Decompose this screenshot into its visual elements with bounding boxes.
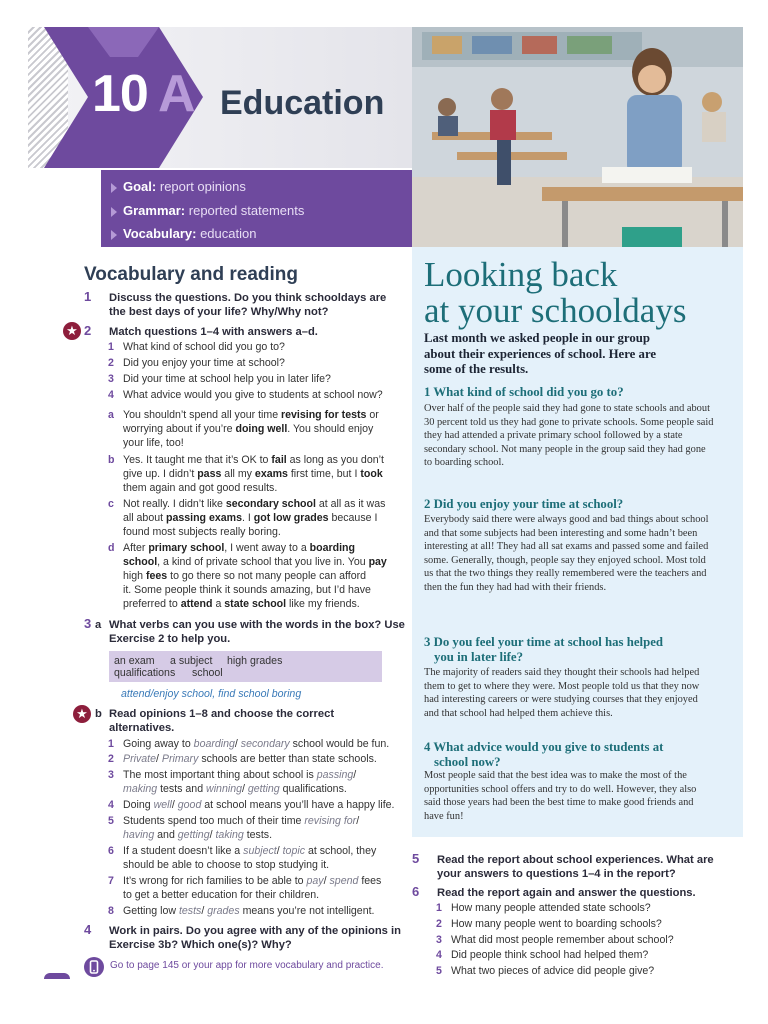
ex6-question: 3 What did most people remember about school?: [436, 934, 674, 946]
goal-line: [111, 179, 246, 194]
phone-app-icon: [84, 957, 104, 977]
article-section-heading: 1 What kind of school did you go to?: [424, 385, 624, 399]
article-title-line-1: Looking back: [424, 255, 618, 294]
exercise-1-instruction: Discuss the questions. Do you think schooldays are the best days of your life? Why/Why not?: [109, 292, 387, 318]
ex6-question: 5 What two pieces of advice did people give?: [436, 965, 655, 977]
star-icon: ★: [63, 322, 81, 340]
ex2-answer: b Yes. It taught me that it’s OK to fail as long as you don’t give up. I didn’t pass all my exams first time, but I took them again and got good results.: [108, 454, 384, 494]
page-tab-decoration: [44, 973, 70, 979]
exercise-5-number: 5: [412, 851, 420, 866]
word-box-item: school: [192, 667, 223, 679]
article-section-heading: 3 Do you feel your time at school has helped you in later life?: [424, 635, 663, 664]
word-box-item: high grades: [227, 655, 283, 667]
footer-link[interactable]: Go to page 145 or your app for more vocabulary and practice.: [110, 960, 384, 971]
article-title-line-2: at your schooldays: [424, 291, 687, 330]
goal-value: report opinions: [159, 179, 246, 194]
chevron-right-icon: [111, 207, 117, 217]
grammar-value: reported statements: [188, 203, 305, 218]
ex6-question: 1 How many people attended state schools?: [436, 902, 651, 914]
unit-letter: A: [158, 65, 196, 123]
article-section-heading: 4 What advice would you give to students at school now?: [424, 740, 664, 769]
opinion-item: 1 Going away to boarding/ secondary school would be fun.: [108, 738, 390, 750]
article-section-body: Most people said that the best idea was to make the most of the opportunities school offers and try to do well. However, they also said those years had been the best time to make good friends and have fun!: [424, 770, 697, 822]
opinion-item: 2 Private/ Primary schools are better than state schools.: [108, 753, 377, 765]
article-intro: Last month we asked people in our group about their experiences of school. Here are some of the results.: [424, 331, 657, 376]
chevron-right-icon: [111, 183, 117, 193]
opinion-item: 4 Doing well/ good at school means you’ll have a happy life.: [108, 799, 395, 811]
exercise-1-number: 1: [84, 289, 92, 304]
example-answer: attend/enjoy school, find school boring: [121, 688, 302, 700]
vocabulary-label: Vocabulary:: [123, 226, 197, 241]
exercise-3b-instruction: Read opinions 1–8 and choose the correct alternatives.: [109, 708, 335, 734]
goal-label: Goal:: [123, 179, 157, 194]
word-box-item: a subject: [170, 655, 213, 667]
exercise-4-number: 4: [84, 922, 92, 937]
ex2-question: 1 What kind of school did you go to?: [108, 341, 285, 353]
word-box: [109, 651, 382, 682]
ex2-question: 2 Did you enjoy your time at school?: [108, 357, 285, 369]
exercise-3-number: 3: [84, 616, 92, 631]
chevron-right-icon: [111, 230, 117, 240]
word-box-item: an exam: [114, 655, 155, 667]
article-section-heading: 2 Did you enjoy your time at school?: [424, 497, 624, 511]
ex2-question: 3 Did your time at school help you in later life?: [108, 373, 331, 385]
exercise-2-instruction: Match questions 1–4 with answers a–d.: [109, 326, 318, 338]
goals-box: [101, 170, 412, 247]
opinion-item: 5 Students spend too much of their time revising for/ having and getting/ taking tests.: [108, 815, 360, 841]
exercise-3a-instruction: What verbs can you use with the words in the box? Use Exercise 2 to help you.: [109, 619, 405, 645]
opinion-item: 8 Getting low tests/ grades means you’re not intelligent.: [108, 905, 375, 917]
section-heading: Vocabulary and reading: [84, 264, 298, 285]
unit-number: 10: [92, 65, 148, 123]
ex6-question: 4 Did people think school had helped them?: [436, 949, 649, 961]
exercise-6-instruction: Read the report again and answer the questions.: [437, 887, 696, 899]
exercise-4-instruction: Work in pairs. Do you agree with any of the opinions in Exercise 3b? Which one(s)? Why?: [109, 925, 401, 951]
exercise-2-number: 2: [84, 323, 92, 338]
ex2-answer: a You shouldn’t spend all your time revising for tests or worrying about if you’re doing well. You should enjoy your life, too!: [108, 409, 379, 449]
ex2-answer: c Not really. I didn’t like secondary school at all as it was all about passing exams. I got low grades because I found most subjects really boring.: [108, 498, 386, 538]
ex2-answer: d After primary school, I went away to a boarding school, a kind of private school that you live in. You pay high fees to go there so not many people can afford it. Some people think it sounds amazing, but I’d have preferred to attend a state school like my friends.: [108, 542, 387, 610]
opinion-item: 7 It’s wrong for rich families to be able to pay/ spend fees to get a better education for their children.: [108, 875, 382, 901]
unit-title: Education: [220, 84, 385, 122]
grammar-line: [111, 203, 304, 218]
vocabulary-line: [111, 226, 256, 241]
classroom-photo: [412, 27, 743, 247]
grammar-label: Grammar:: [123, 203, 186, 218]
word-box-item: qualifications: [114, 667, 176, 679]
ex6-question: 2 How many people went to boarding schools?: [436, 918, 662, 930]
article-section-body: Over half of the people said they had gone to state schools and about 30 percent told us they had gone to private schools. Some people said they had attended a private primary school followed by a state secondary school. Not many people in the group said they had gone to boarding school.: [424, 403, 714, 468]
exercise-3b-label: b: [95, 708, 102, 720]
article-section-body: The majority of readers said they thought their schools had helped them to get to where they were. Most people told us that they now had interesting careers or were studying courses that they enjoyed and that school had helped them achieve this.: [424, 667, 700, 719]
star-icon: ★: [73, 705, 91, 723]
exercise-5-instruction: Read the report about school experiences. What are your answers to questions 1–4 in the report?: [437, 854, 714, 880]
vocabulary-value: education: [200, 226, 257, 241]
exercise-6-number: 6: [412, 884, 420, 899]
opinion-item: 6 If a student doesn’t like a subject/ topic at school, they should be able to choose to stop studying it.: [108, 845, 377, 871]
article-section-body: Everybody said there were always good and bad things about school and that some subjects had been interesting and some hadn’t been interesting at all! They had all sat exams and passed some and failed some. Generally, though, people say they enjoyed school. Most told us that the two things they really remembered were the teachers and then the fun they had had with their friends.: [424, 514, 709, 593]
exercise-3a-label: a: [95, 619, 102, 631]
ex2-question: 4 What advice would you give to students at school now?: [108, 389, 383, 401]
opinion-item: 3 The most important thing about school is passing/ making tests and winning/ getting qualifications.: [108, 769, 357, 795]
